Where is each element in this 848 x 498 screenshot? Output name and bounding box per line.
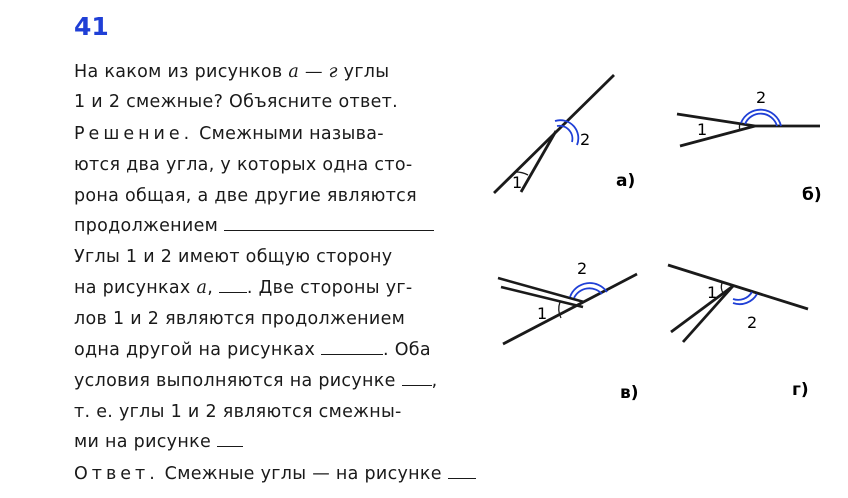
paragraph2-line-3: лов 1 и 2 являются продолжением (74, 309, 406, 329)
figure-g-angle-1: 1 (707, 283, 718, 302)
solution-line-2: ются два угла, у которых одна сто- (74, 155, 413, 175)
question-variable: а — г (288, 62, 338, 82)
answer-text: Смежные углы — на рисунке (158, 464, 442, 484)
problem-number: 41 (74, 12, 109, 41)
figure-v (498, 259, 639, 403)
paragraph2-line-1: Углы 1 и 2 имеют общую сторону (74, 247, 393, 267)
figure-g-label: г) (792, 380, 809, 400)
question-text: На каком из рисунков (74, 62, 289, 82)
question-text-end: углы (337, 62, 390, 82)
figure-a-angle-2: 2 (580, 130, 591, 149)
figure-g-line-main (668, 265, 808, 309)
figure-a-label: а) (616, 171, 636, 191)
solution-line-3: рона общая, а две другие являются (74, 186, 417, 206)
figure-a-angle-1: 1 (512, 173, 523, 192)
figure-v-label: в) (620, 383, 639, 403)
p2-text-4: одна другой на рисунках (74, 340, 321, 360)
figure-a (494, 75, 635, 193)
solution-text-4: продолжением (74, 216, 219, 236)
answer-heading: Ответ. (74, 464, 159, 484)
figure-g (668, 265, 809, 400)
p2-text-5: условия выполняются на рисунке (74, 371, 396, 391)
figure-b-arc-1 (739, 123, 740, 131)
figure-a-arc-2b (555, 120, 578, 145)
figure-b (677, 88, 822, 205)
figure-b-angle-2: 2 (756, 88, 767, 107)
figure-g-arc-1 (721, 283, 723, 293)
question-line-2: 1 и 2 смежные? Объясните ответ. (74, 92, 399, 112)
figure-b-line-lower (680, 126, 755, 146)
p2-text-5-end: , (431, 371, 438, 391)
p2-text: на рисунках (74, 278, 197, 298)
p2-variable: а (196, 278, 208, 298)
figure-g-line-1 (671, 286, 733, 332)
figure-v-angle-2: 2 (577, 259, 588, 278)
p2-text-end: . Две стороны уг- (246, 278, 413, 298)
p2-text-7: ми на рисунке (74, 432, 212, 452)
figure-b-label: б) (802, 185, 822, 205)
solution-heading: Решение. (74, 124, 194, 144)
p2-text-4-end: . Оба (382, 340, 431, 360)
figure-v-angle-1: 1 (537, 304, 548, 323)
figure-g-angle-2: 2 (747, 313, 758, 332)
figure-g-arc-2 (733, 292, 752, 300)
solution-text: Смежными называ- (193, 124, 384, 144)
figure-b-angle-1: 1 (697, 120, 708, 139)
p2-comma: , (207, 278, 219, 298)
paragraph2-line-6: т. е. углы 1 и 2 являются смежны- (74, 402, 402, 422)
